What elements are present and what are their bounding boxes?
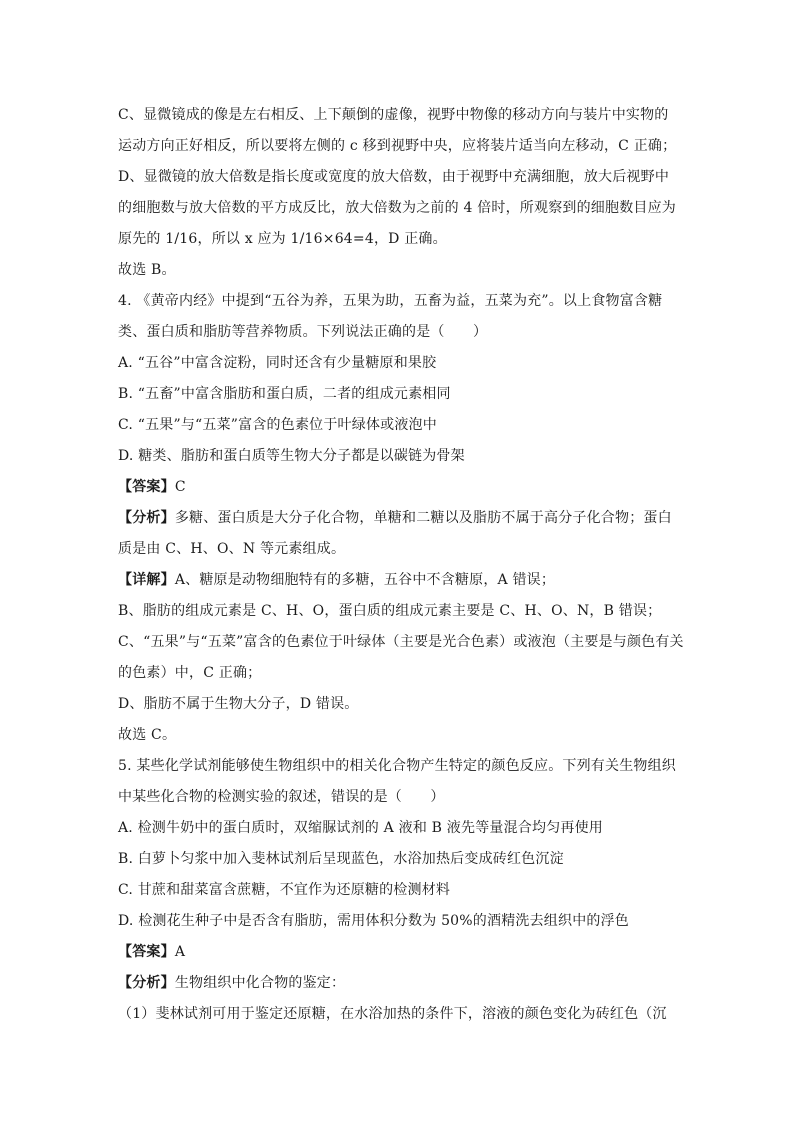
text-line: B、脂肪的组成元素是 C、H、O，蛋白质的组成元素主要是 C、H、O、N，B 错误；: [118, 603, 662, 619]
question-4-stem: 4. 《黄帝内经》中提到“五谷为养，五果为助，五畜为益，五菜为充”。以上食物富含糖: [118, 293, 663, 309]
question-4-option-a: A. “五谷”中富含淀粉，同时还含有少量糖原和果胶: [118, 355, 437, 371]
text-line: 的细胞数与放大倍数的平方成反比，放大倍数为之前的 4 倍时，所观察到的细胞数目应为: [118, 200, 677, 216]
question-5-answer: 【答案】A: [118, 944, 186, 960]
question-5-option-b: B. 白萝卜匀浆中加入斐林试剂后呈现蓝色，水浴加热后变成砖红色沉淀: [118, 851, 564, 867]
analysis-tag: 【分析】: [118, 510, 175, 526]
text-line: D、显微镜的放大倍数是指长度或宽度的放大倍数，由于视野中充满细胞，放大后视野中: [118, 169, 670, 185]
question-5-option-c: C. 甘蔗和甜菜富含蔗糖，不宜作为还原糖的检测材料: [118, 882, 451, 898]
text-line: 的色素）中，C 正确；: [118, 665, 262, 681]
question-5-analysis: 【分析】生物组织中化合物的鉴定：: [118, 975, 346, 991]
text-line: 原先的 1/16，所以 x 应为 1/16×64=4，D 正确。: [118, 231, 447, 247]
answer-tag: 【答案】: [118, 944, 175, 960]
question-5-stem: 5. 某些化学试剂能够使生物组织中的相关化合物产生特定的颜色反应。下列有关生物组织: [118, 758, 677, 774]
text-line: C、显微镜成的像是左右相反、上下颠倒的虚像，视野中物像的移动方向与装片中实物的: [118, 107, 669, 123]
question-5-option-d: D. 检测花生种子中是否含有脂肪，需用体积分数为 50%的酒精洗去组织中的浮色: [118, 913, 629, 929]
question-4-stem: 类、蛋白质和脂肪等营养物质。下列说法正确的是（ ）: [118, 324, 488, 340]
document-page: [118, 100, 684, 1030]
text-line: D、脂肪不属于生物大分子，D 错误。: [118, 696, 359, 712]
answer-tag: 【答案】: [118, 479, 175, 495]
answer-choice-line: 故选 B。: [118, 262, 176, 278]
question-4-detail: 【详解】A、糖原是动物细胞特有的多糖，五谷中不含糖原，A 错误；: [118, 572, 556, 588]
detail-tag: 【详解】: [118, 572, 175, 588]
question-4-option-b: B. “五畜”中富含脂肪和蛋白质，二者的组成元素相同: [118, 386, 451, 402]
question-4-option-d: D. 糖类、脂肪和蛋白质等生物大分子都是以碳链为骨架: [118, 448, 465, 464]
question-5-stem: 中某些化合物的检测实验的叙述，错误的是（ ）: [118, 789, 445, 805]
text-line: （1）斐林试剂可用于鉴定还原糖，在水浴加热的条件下，溶液的颜色变化为砖红色（沉: [118, 1006, 667, 1022]
answer-choice-line: 故选 C。: [118, 727, 177, 743]
text-line: 运动方向正好相反，所以要将左侧的 c 移到视野中央，应将装片适当向左移动，C 正确；: [118, 138, 677, 154]
question-4-analysis: 【分析】多糖、蛋白质是大分子化合物，单糖和二糖以及脂肪不属于高分子化合物；蛋白: [118, 510, 672, 526]
question-5-option-a: A. 检测牛奶中的蛋白质时，双缩脲试剂的 A 液和 B 液先等量混合均匀再使用: [118, 820, 604, 836]
question-4-answer: 【答案】C: [118, 479, 186, 495]
question-4-option-c: C. “五果”与“五菜”富含的色素位于叶绿体或液泡中: [118, 417, 437, 433]
text-line: C、“五果”与“五菜”富含的色素位于叶绿体（主要是光合色素）或液泡（主要是与颜色有关: [118, 634, 684, 650]
text-line: 质是由 C、H、O、N 等元素组成。: [118, 541, 346, 557]
analysis-tag: 【分析】: [118, 975, 175, 991]
